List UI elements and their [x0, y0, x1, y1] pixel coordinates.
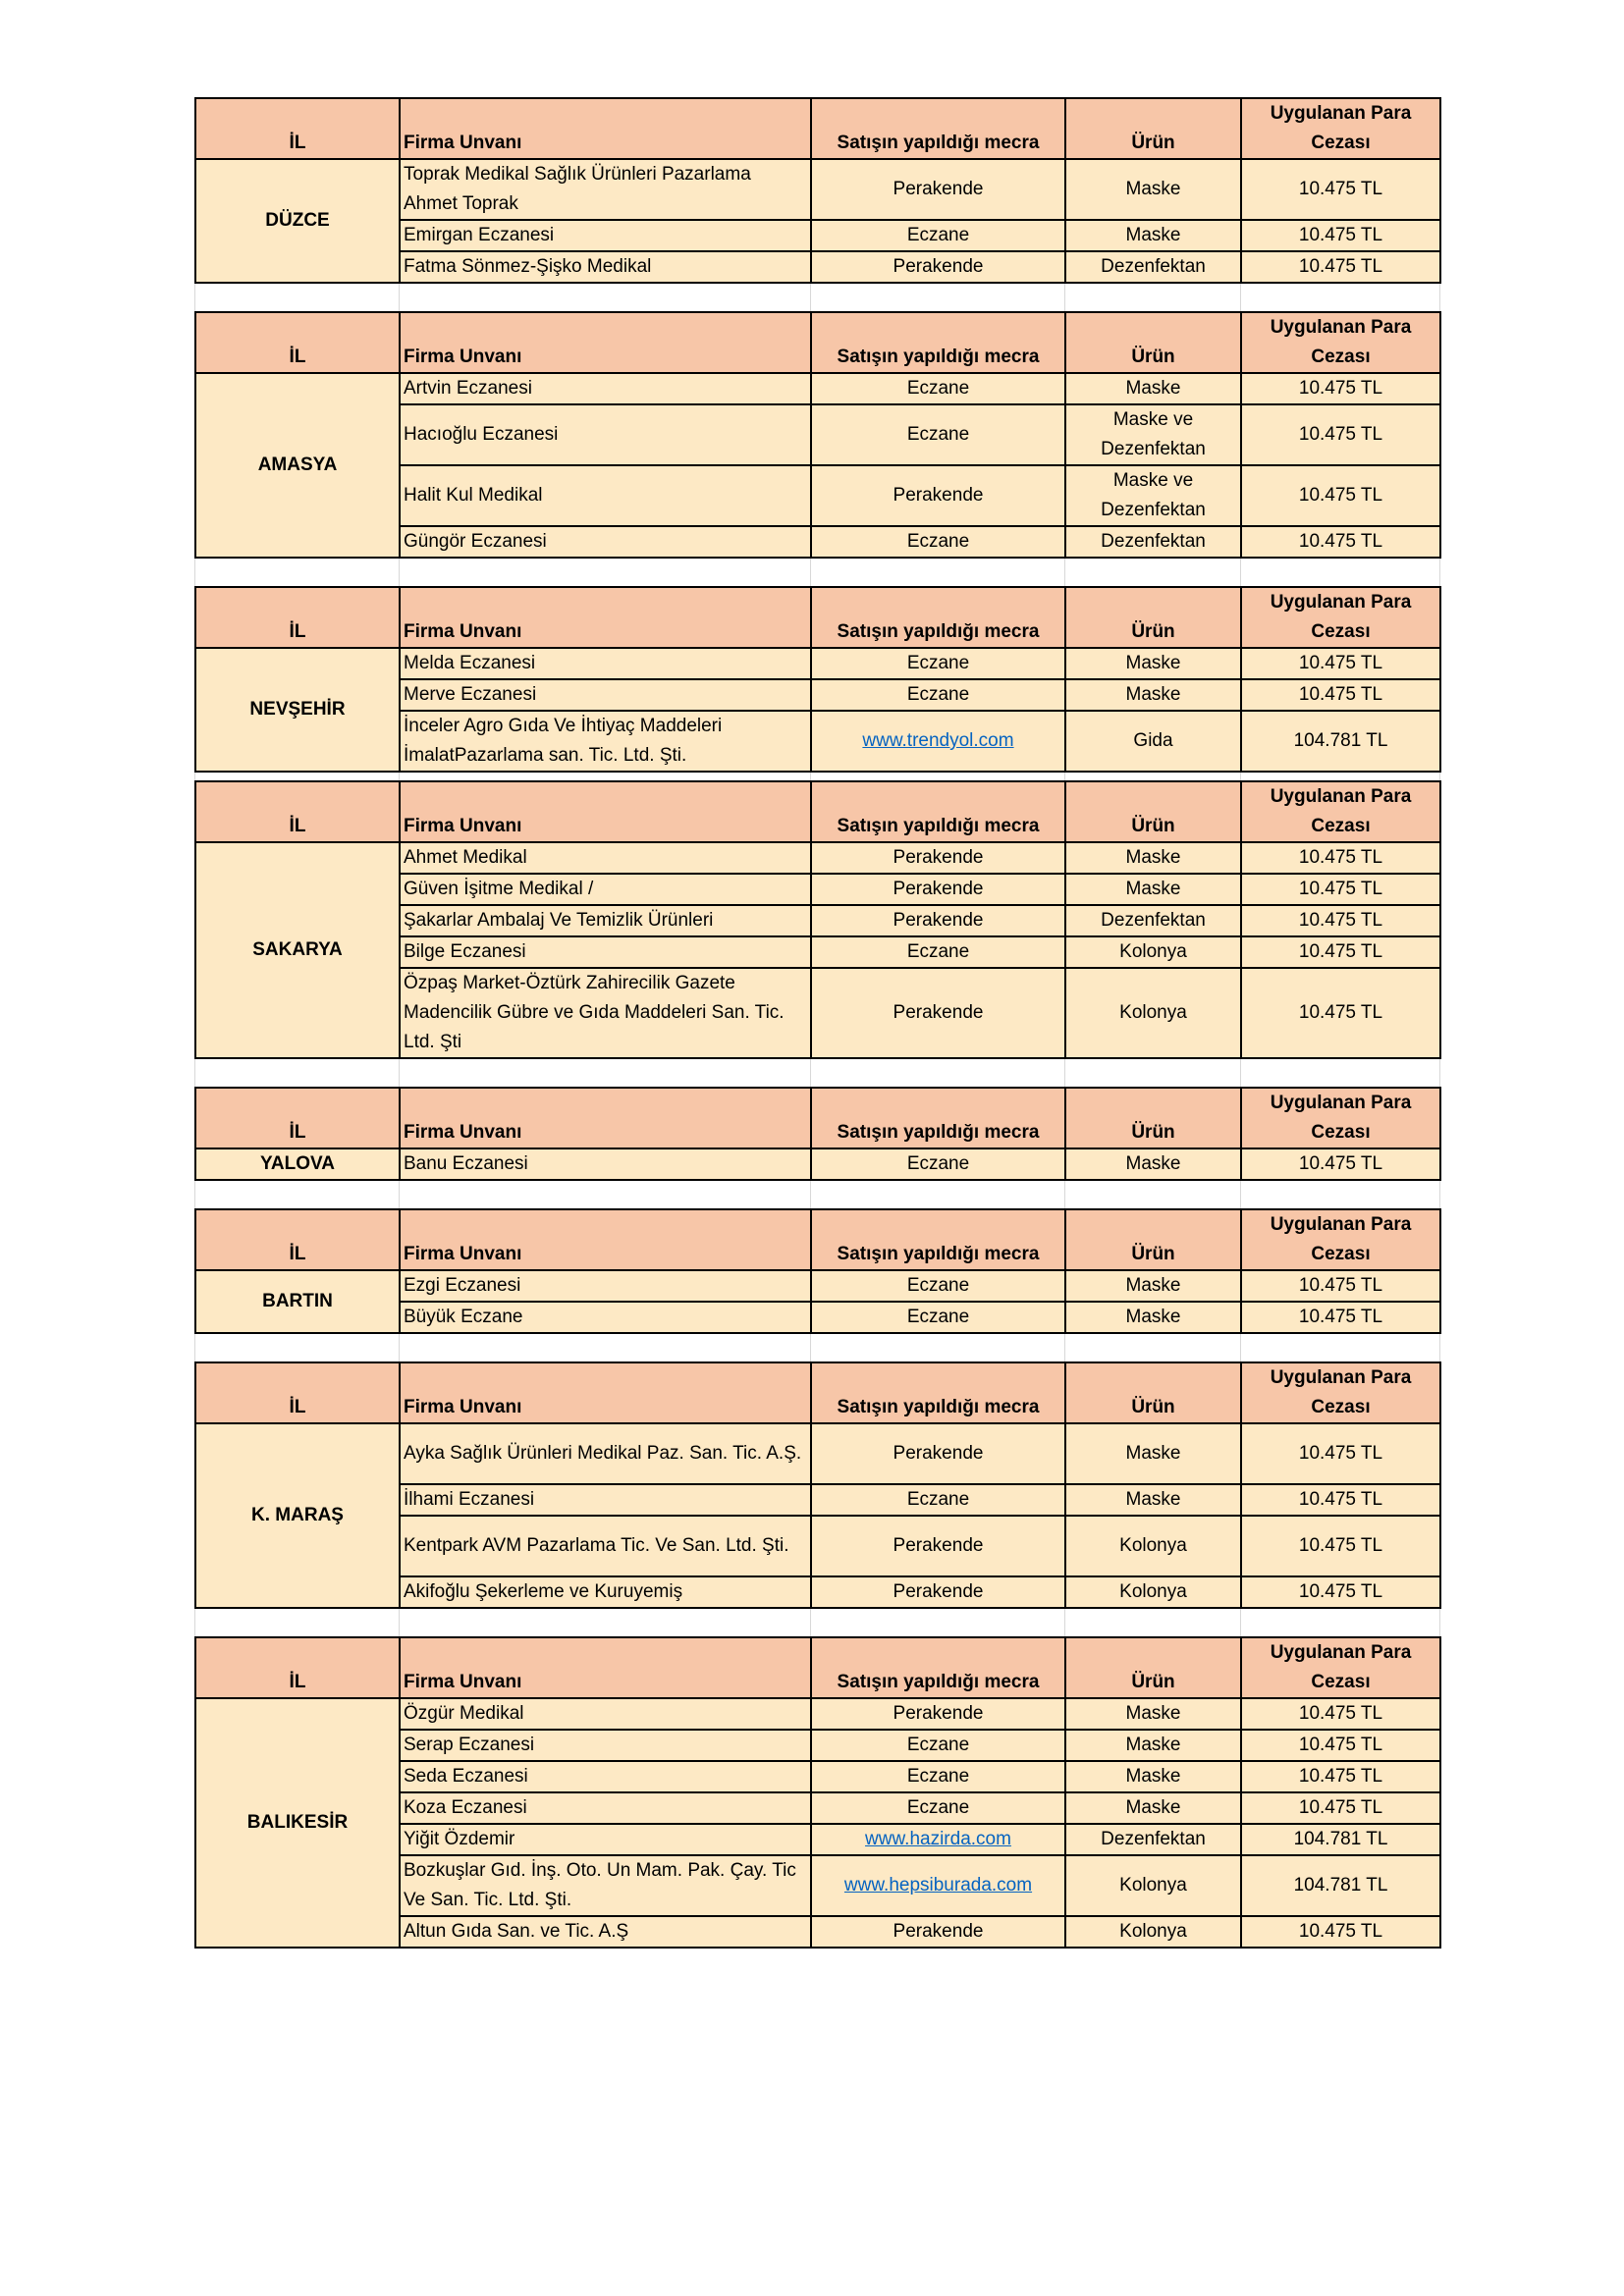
product-cell: Maske [1065, 373, 1241, 404]
header-firma: Firma Unvanı [400, 98, 811, 159]
firm-name-cell: Bilge Eczanesi [400, 936, 811, 968]
penalty-cell: 10.475 TL [1241, 874, 1440, 905]
firm-name-cell: Güngör Eczanesi [400, 526, 811, 558]
header-ceza: Uygulanan Para Cezası [1241, 781, 1440, 842]
header-satis: Satışın yapıldığı mecra [811, 1088, 1065, 1148]
product-cell: Kolonya [1065, 1916, 1241, 1948]
gridline [810, 1181, 811, 1208]
gridline [1064, 1609, 1065, 1636]
penalty-cell: 104.781 TL [1241, 1855, 1440, 1916]
firm-name-cell: Hacıoğlu Eczanesi [400, 404, 811, 465]
firm-name-cell: Akifoğlu Şekerleme ve Kuruyemiş [400, 1576, 811, 1608]
header-urun: Ürün [1065, 781, 1241, 842]
table-row [195, 1698, 1440, 1730]
gridline [399, 773, 400, 780]
penalty-cell: 10.475 TL [1241, 1270, 1440, 1302]
penalty-cell: 10.475 TL [1241, 648, 1440, 679]
firm-name-cell: Güven İşitme Medikal / [400, 874, 811, 905]
sales-channel-cell: Eczane [811, 1730, 1065, 1761]
gridline [194, 284, 195, 311]
penalty-cell: 10.475 TL [1241, 1423, 1440, 1484]
firm-name-cell: Kentpark AVM Pazarlama Tic. Ve San. Ltd. Şti. [400, 1516, 811, 1576]
il-table [194, 97, 1441, 284]
product-cell: Maske [1065, 842, 1241, 874]
header-satis: Satışın yapıldığı mecra [811, 1362, 1065, 1423]
gridline [1240, 1609, 1241, 1636]
firm-name-cell: Serap Eczanesi [400, 1730, 811, 1761]
sales-channel-cell: Perakende [811, 1576, 1065, 1608]
header-firma: Firma Unvanı [400, 1209, 811, 1270]
sales-channel-cell: Eczane [811, 1484, 1065, 1516]
penalty-cell: 10.475 TL [1241, 1698, 1440, 1730]
block-spacer [194, 773, 1439, 780]
gridline [399, 284, 400, 311]
sales-channel-cell: Perakende [811, 1516, 1065, 1576]
header-row [195, 98, 1440, 159]
header-il: İL [195, 1637, 400, 1698]
il-table [194, 1636, 1441, 1949]
penalty-cell: 10.475 TL [1241, 1761, 1440, 1792]
firm-name-cell: Emirgan Eczanesi [400, 220, 811, 251]
product-cell: Maske [1065, 648, 1241, 679]
sales-channel-cell: Eczane [811, 936, 1065, 968]
firm-name-cell: Ezgi Eczanesi [400, 1270, 811, 1302]
sales-channel-cell: Eczane [811, 679, 1065, 711]
header-satis: Satışın yapıldığı mecra [811, 1637, 1065, 1698]
firm-name-cell: Toprak Medikal Sağlık Ürünleri Pazarlama Ahmet Toprak [400, 159, 811, 220]
sales-channel-cell: Perakende [811, 465, 1065, 526]
sales-channel-cell: Eczane [811, 526, 1065, 558]
sales-channel-cell: Perakende [811, 1698, 1065, 1730]
firm-name-cell: Merve Eczanesi [400, 679, 811, 711]
gridline [1064, 1334, 1065, 1362]
block-spacer [194, 559, 1439, 586]
gridline [194, 1609, 195, 1636]
product-cell: Maske [1065, 220, 1241, 251]
product-cell: Maske [1065, 1698, 1241, 1730]
penalty-cell: 10.475 TL [1241, 159, 1440, 220]
product-cell: Gida [1065, 711, 1241, 772]
gridline [810, 1059, 811, 1087]
penalty-cell: 10.475 TL [1241, 1302, 1440, 1333]
penalty-cell: 10.475 TL [1241, 1792, 1440, 1824]
product-cell: Maske ve Dezenfektan [1065, 404, 1241, 465]
product-cell: Maske [1065, 159, 1241, 220]
header-firma: Firma Unvanı [400, 312, 811, 373]
firm-name-cell: Ayka Sağlık Ürünleri Medikal Paz. San. Tic. A.Ş. [400, 1423, 811, 1484]
sales-channel-cell[interactable] [811, 711, 1065, 772]
gridline [1064, 1181, 1065, 1208]
gridline [1439, 1059, 1440, 1087]
sales-channel-cell: Perakende [811, 1423, 1065, 1484]
table-row [195, 1423, 1440, 1484]
sales-channel-cell[interactable] [811, 1855, 1065, 1916]
penalty-cell: 10.475 TL [1241, 1516, 1440, 1576]
gridline [1240, 773, 1241, 780]
province-cell: K. MARAŞ [195, 1423, 400, 1608]
product-cell: Kolonya [1065, 1516, 1241, 1576]
gridline [194, 773, 195, 780]
gridline [194, 559, 195, 586]
header-satis: Satışın yapıldığı mecra [811, 312, 1065, 373]
product-cell: Dezenfektan [1065, 1824, 1241, 1855]
firm-name-cell: Banu Eczanesi [400, 1148, 811, 1180]
sales-channel-cell[interactable] [811, 1824, 1065, 1855]
penalty-cell: 10.475 TL [1241, 905, 1440, 936]
firm-name-cell: Halit Kul Medikal [400, 465, 811, 526]
sales-channel-cell: Perakende [811, 874, 1065, 905]
firm-name-cell: Özpaş Market-Öztürk Zahirecilik Gazete Madencilik Gübre ve Gıda Maddeleri San. Tic. Ltd. Şti [400, 968, 811, 1058]
gridline [399, 1334, 400, 1362]
gridline [1240, 559, 1241, 586]
penalty-cell: 10.475 TL [1241, 220, 1440, 251]
penalty-cell: 10.475 TL [1241, 1916, 1440, 1948]
product-cell: Dezenfektan [1065, 526, 1241, 558]
header-row [195, 1209, 1440, 1270]
penalty-cell: 104.781 TL [1241, 1824, 1440, 1855]
header-ceza: Uygulanan Para Cezası [1241, 1637, 1440, 1698]
firm-name-cell: Melda Eczanesi [400, 648, 811, 679]
firm-name-cell: Fatma Sönmez-Şişko Medikal [400, 251, 811, 283]
gridline [1439, 1609, 1440, 1636]
header-urun: Ürün [1065, 1209, 1241, 1270]
table-row [195, 842, 1440, 874]
header-ceza: Uygulanan Para Cezası [1241, 587, 1440, 648]
header-satis: Satışın yapıldığı mecra [811, 98, 1065, 159]
gridline [810, 1609, 811, 1636]
gridline [194, 1181, 195, 1208]
header-firma: Firma Unvanı [400, 781, 811, 842]
sales-channel-link[interactable]: www.hazirda.com [865, 1829, 1011, 1849]
penalty-cell: 10.475 TL [1241, 251, 1440, 283]
gridline [810, 284, 811, 311]
product-cell: Kolonya [1065, 1855, 1241, 1916]
product-cell: Maske [1065, 1730, 1241, 1761]
sales-channel-cell: Perakende [811, 1916, 1065, 1948]
firm-name-cell: İlhami Eczanesi [400, 1484, 811, 1516]
gridline [1240, 1059, 1241, 1087]
penalty-cell: 10.475 TL [1241, 373, 1440, 404]
block-spacer [194, 1059, 1439, 1087]
sales-channel-link[interactable]: www.trendyol.com [862, 730, 1014, 751]
product-cell: Maske [1065, 1302, 1241, 1333]
penalty-cell: 10.475 TL [1241, 968, 1440, 1058]
il-table [194, 1362, 1441, 1609]
table-row [195, 1148, 1440, 1180]
header-urun: Ürün [1065, 587, 1241, 648]
header-firma: Firma Unvanı [400, 587, 811, 648]
sales-channel-cell: Perakende [811, 905, 1065, 936]
gridline [810, 773, 811, 780]
gridline [1439, 773, 1440, 780]
header-il: İL [195, 781, 400, 842]
sales-channel-cell: Eczane [811, 220, 1065, 251]
firm-name-cell: Yiğit Özdemir [400, 1824, 811, 1855]
penalty-cell: 10.475 TL [1241, 1730, 1440, 1761]
header-row [195, 1637, 1440, 1698]
province-cell: YALOVA [195, 1148, 400, 1180]
il-table [194, 586, 1441, 773]
penalty-cell: 10.475 TL [1241, 936, 1440, 968]
product-cell: Dezenfektan [1065, 905, 1241, 936]
il-table [194, 780, 1441, 1059]
firm-name-cell: Ahmet Medikal [400, 842, 811, 874]
table-row [195, 159, 1440, 220]
sales-channel-cell: Eczane [811, 1761, 1065, 1792]
header-firma: Firma Unvanı [400, 1362, 811, 1423]
penalty-cell: 10.475 TL [1241, 842, 1440, 874]
product-cell: Kolonya [1065, 1576, 1241, 1608]
gridline [1064, 773, 1065, 780]
table-row [195, 648, 1440, 679]
firm-name-cell: Özgür Medikal [400, 1698, 811, 1730]
sales-channel-cell: Eczane [811, 1302, 1065, 1333]
header-ceza: Uygulanan Para Cezası [1241, 312, 1440, 373]
il-table [194, 311, 1441, 559]
header-ceza: Uygulanan Para Cezası [1241, 98, 1440, 159]
header-row [195, 587, 1440, 648]
header-ceza: Uygulanan Para Cezası [1241, 1209, 1440, 1270]
firm-name-cell: Şakarlar Ambalaj Ve Temizlik Ürünleri [400, 905, 811, 936]
header-il: İL [195, 1088, 400, 1148]
province-cell: NEVŞEHİR [195, 648, 400, 772]
header-ceza: Uygulanan Para Cezası [1241, 1088, 1440, 1148]
header-il: İL [195, 1209, 400, 1270]
province-cell: BARTIN [195, 1270, 400, 1333]
sales-channel-cell: Perakende [811, 251, 1065, 283]
gridline [1064, 1059, 1065, 1087]
header-firma: Firma Unvanı [400, 1088, 811, 1148]
gridline [810, 1334, 811, 1362]
header-il: İL [195, 312, 400, 373]
header-satis: Satışın yapıldığı mecra [811, 1209, 1065, 1270]
penalty-cell: 10.475 TL [1241, 465, 1440, 526]
product-cell: Maske [1065, 1761, 1241, 1792]
sales-channel-cell: Eczane [811, 648, 1065, 679]
product-cell: Maske [1065, 679, 1241, 711]
product-cell: Kolonya [1065, 968, 1241, 1058]
product-cell: Dezenfektan [1065, 251, 1241, 283]
province-cell: DÜZCE [195, 159, 400, 283]
header-firma: Firma Unvanı [400, 1637, 811, 1698]
gridline [194, 1059, 195, 1087]
block-spacer [194, 1181, 1439, 1208]
product-cell: Maske [1065, 1792, 1241, 1824]
header-row [195, 312, 1440, 373]
header-satis: Satışın yapıldığı mecra [811, 781, 1065, 842]
gridline [194, 1334, 195, 1362]
gridline [1064, 559, 1065, 586]
sales-channel-cell: Eczane [811, 404, 1065, 465]
header-urun: Ürün [1065, 98, 1241, 159]
penalty-cell: 10.475 TL [1241, 679, 1440, 711]
sales-channel-cell: Eczane [811, 1270, 1065, 1302]
firm-name-cell: Artvin Eczanesi [400, 373, 811, 404]
gridline [1240, 1334, 1241, 1362]
province-cell: BALIKESİR [195, 1698, 400, 1948]
header-urun: Ürün [1065, 1637, 1241, 1698]
gridline [1064, 284, 1065, 311]
penalty-cell: 10.475 TL [1241, 526, 1440, 558]
header-urun: Ürün [1065, 1362, 1241, 1423]
firm-name-cell: Seda Eczanesi [400, 1761, 811, 1792]
gridline [1240, 284, 1241, 311]
gridline [810, 559, 811, 586]
sales-channel-link[interactable]: www.hepsiburada.com [843, 1875, 1033, 1896]
firm-name-cell: Büyük Eczane [400, 1302, 811, 1333]
product-cell: Maske [1065, 1148, 1241, 1180]
penalty-cell: 10.475 TL [1241, 1484, 1440, 1516]
header-row [195, 1362, 1440, 1423]
il-table [194, 1087, 1441, 1181]
product-cell: Maske ve Dezenfektan [1065, 465, 1241, 526]
gridline [399, 1059, 400, 1087]
penalty-cell: 104.781 TL [1241, 711, 1440, 772]
header-row [195, 1088, 1440, 1148]
block-spacer [194, 1334, 1439, 1362]
sales-channel-cell: Perakende [811, 842, 1065, 874]
firm-name-cell: Bozkuşlar Gıd. İnş. Oto. Un Mam. Pak. Çay. Tic Ve San. Tic. Ltd. Şti. [400, 1855, 811, 1916]
sales-channel-cell: Perakende [811, 968, 1065, 1058]
gridline [399, 1181, 400, 1208]
block-spacer [194, 1609, 1439, 1636]
sales-channel-cell: Eczane [811, 373, 1065, 404]
product-cell: Maske [1065, 874, 1241, 905]
table-row [195, 373, 1440, 404]
gridline [1439, 559, 1440, 586]
firm-name-cell: Altun Gıda San. ve Tic. A.Ş [400, 1916, 811, 1948]
penalty-sheet [194, 97, 1439, 1949]
header-urun: Ürün [1065, 312, 1241, 373]
gridline [399, 1609, 400, 1636]
firm-name-cell: Koza Eczanesi [400, 1792, 811, 1824]
firm-name-cell: İnceler Agro Gıda Ve İhtiyaç Maddeleri İmalatPazarlama san. Tic. Ltd. Şti. [400, 711, 811, 772]
gridline [1439, 284, 1440, 311]
header-row [195, 781, 1440, 842]
product-cell: Maske [1065, 1423, 1241, 1484]
product-cell: Maske [1065, 1270, 1241, 1302]
header-il: İL [195, 98, 400, 159]
penalty-cell: 10.475 TL [1241, 1148, 1440, 1180]
province-cell: SAKARYA [195, 842, 400, 1058]
product-cell: Kolonya [1065, 936, 1241, 968]
sales-channel-cell: Eczane [811, 1148, 1065, 1180]
sales-channel-cell: Eczane [811, 1792, 1065, 1824]
gridline [1240, 1181, 1241, 1208]
gridline [399, 559, 400, 586]
province-cell: AMASYA [195, 373, 400, 558]
block-spacer [194, 284, 1439, 311]
gridline [1439, 1181, 1440, 1208]
header-urun: Ürün [1065, 1088, 1241, 1148]
il-table [194, 1208, 1441, 1334]
penalty-cell: 10.475 TL [1241, 1576, 1440, 1608]
sales-channel-cell: Perakende [811, 159, 1065, 220]
header-il: İL [195, 587, 400, 648]
penalty-cell: 10.475 TL [1241, 404, 1440, 465]
product-cell: Maske [1065, 1484, 1241, 1516]
table-row [195, 1270, 1440, 1302]
header-ceza: Uygulanan Para Cezası [1241, 1362, 1440, 1423]
header-satis: Satışın yapıldığı mecra [811, 587, 1065, 648]
gridline [1439, 1334, 1440, 1362]
header-il: İL [195, 1362, 400, 1423]
